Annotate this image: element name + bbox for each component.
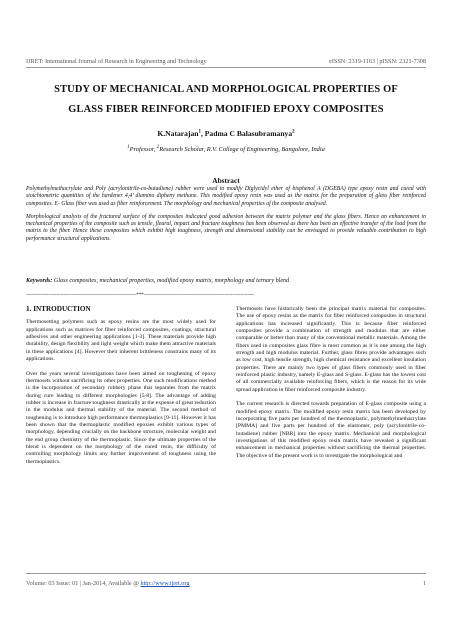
keywords [26,278,426,284]
intro-paragraph-4: The current research is directed towards preparation of E-glass composite using a modified epoxy matrix. The modified epoxy resin matrix has been developed by incorporating five parts per hundred of the thermoplastic, polymethylmethacrylate [PMMA] and five parts per hundred of the elastomer, poly (acrylonitrile-co-butadiene) rubber [NBR] into the epoxy matrix. Mechanical and morphological investigations of this modified epoxy resin matrix have revealed a significant enhancement in mechanical properties without sacrificing the thermal properties. The objective of the present work is to investigate the morphological and [236,401,426,459]
author-2: Padma C Balasubramanya [204,129,293,138]
footer-divider [26,573,426,574]
section-separator: ----------------------------------------------------------------------***---------------------------------------------------------------------- [26,292,255,298]
paper-title [26,80,426,120]
author-1-affil-mark: 1 [198,129,201,135]
affil-mark-1: 1 [127,145,130,150]
journal-header [26,58,426,65]
intro-paragraph-2: Over the years several investigations have been aimed on toughening of epoxy thermosets without sacrificing its other properties. One such modifications method is the incorporation of secondary rubbery phase that separates from the matrix during cure leading to different morphologies [5-8]. The advantage of adding rubber is increase in fracture toughness drastically at the expense of great reduction in the modulus and thermal stability of the material. The second method of toughening is to introduce high performance thermoplastics [9-11]. However it has been shown that the thermoplastic modified epoxies exhibit various types of morphology, depending crucially on the backbone structure, molecular weight and the end group chemistry of the thermoplastic. Since the ultimate properties of the blend is dependent on the morphology of the cured resin, the difficulty of controlling morphology limits any further improvement of toughness using the thermoplastics. [26,370,216,465]
keywords-label: Keywords: [26,278,53,284]
keywords-text: Glass composites, mechanical properties, modified epoxy matrix, morphology and ternary blend [52,278,290,284]
page-number: 1 [422,580,426,587]
footer-volume: Volume: 03 Issue: 01 | Jan-2014, Available @ [26,580,141,587]
affiliation [26,145,426,153]
left-column [26,306,216,473]
footer-citation [26,580,189,587]
abstract-body [26,186,426,249]
section-heading-introduction: 1. INTRODUCTION [26,305,91,313]
journal-url-link[interactable]: http://www.ijret.org [140,580,190,587]
abstract-paragraph-2: Morphological analysis of the fractured surface of the composites indicated good adhesion between the matrix polymer and the glass fibers. Hence an enhancement in mechanical properties of the composite such as tensile, fleural, impact and fracture toughness has been observed as there has been an effective transfer of the load from the matrix to the fiber. Hence these composites which exhibit high toughness, strength and dimensional stability can be envisaged to provide valuable contribution to high performance structural applications. [26,213,426,242]
right-column [236,306,426,467]
author-list [26,129,426,138]
intro-paragraph-1: Thermosetting polymers such as epoxy resins are the most widely used for applications such as matrices for fiber reinforced composites, coatings, structural adhesives and other engineering applications [1-3]. These materials provide high durability, design flexibility and light weight which make them attractive materials in these applications [4]. However their inherent brittleness constrains many of its applications. [26,319,216,363]
author-1: K.Natarajan [157,129,199,138]
title-line-1: STUDY OF MECHANICAL AND MORPHOLOGICAL PROPERTIES OF [54,84,398,95]
page-footer [26,580,426,587]
abstract-heading: Abstract [212,176,240,185]
journal-issn: eISSN: 2319-1163 | pISSN: 2321-7308 [329,58,426,65]
journal-name: IJRET: International Journal of Research in Engineering and Technology [26,58,207,65]
title-line-2: GLASS FIBER REINFORCED MODIFIED EPOXY COMPOSITES [68,104,384,115]
author-2-affil-mark: 2 [292,129,295,135]
author-separator: , [201,129,205,138]
intro-paragraph-3: Thermosets have historically been the principal matrix material for composites. The use of epoxy resins as the matrix for fiber reinforced composites in structural applications has increased significantly. This is because fiber reinforced composites provide a combination of strength and modulus that are either comparable or better than many of the conventional metallic materials. Among the fibers used in composites glass fibre is most common as it is one among the high strength and high modulus material. Further, glass fibres provide advantages such as low cost, high tensile strength, high chemical resistance and excellent insulation properties. There are mainly two types of glass fibers commonly used in fiber reinforced plastic industry, namely E-glass and S-glass. E-glass has the lowest cost of all commercially available reinforcing fibers, which is the reason for its wide spread application in fiber reinforced composite industry. [236,306,426,393]
affil-role-1: Professor, [129,146,157,154]
affil-role-2: Research Scholar, R.V. College of Engineering, Bangalore, India [159,146,325,154]
header-divider [26,67,426,68]
abstract-paragraph-1: Polymethylmethacrylate and Poly (acrylonitrile-co-butadiene) rubber were used to modify Diglycidyl ether of bisphenol A (DGEBA) type epoxy resin and cured with stoichiometric quantities of the hardener 4,4’ diamino dipheny methane. This modified epoxy resin was used as the matrix for the preparation of glass fiber reinforced composites. E- Glass fiber was used as fiber reinforcement. The morphology and mechanical properties of the composite analysed. [26,186,426,207]
affil-mark-2: 2 [156,145,160,150]
